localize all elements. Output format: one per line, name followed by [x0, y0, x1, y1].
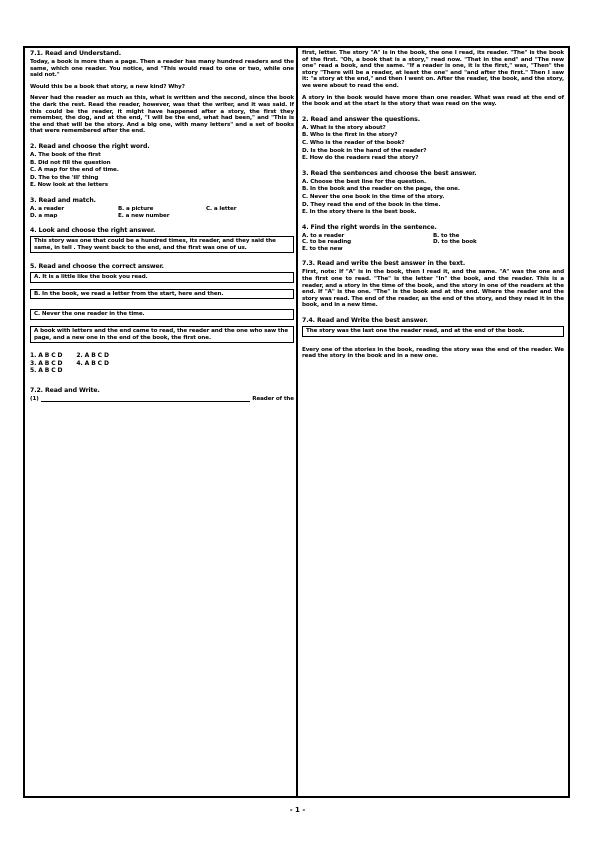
list-item: D. Is the book in the hand of the reader?	[302, 147, 427, 154]
paragraph: Every one of the stories in the book, reading the story was the end of the reader. We read the story in the book and in a new one.	[302, 346, 564, 360]
list-item: B. a picture	[118, 205, 154, 212]
column-divider	[296, 46, 298, 798]
section-title: 7.1. Read and Understand.	[30, 50, 121, 57]
list-item: A. Choose the best line for the question.	[302, 178, 426, 185]
section-title: 5. Read and choose the correct answer.	[30, 263, 164, 271]
word-grid	[302, 233, 564, 253]
answer-row[interactable]: 1. A B C D	[30, 352, 63, 360]
text-box: The story was the last one the reader read, and at the end of the book.	[302, 326, 564, 337]
item-list	[302, 179, 564, 216]
list-item: E. Now look at the letters	[30, 182, 108, 189]
section-title: 7.3. Read and write the best answer in the text.	[302, 260, 466, 268]
answer-blank[interactable]	[41, 396, 251, 402]
list-item: A. The book of the first	[30, 151, 101, 158]
text-box: This story was one that could be a hundred times, its reader, and they said the same, in tell . They went back to the end, and the first was one of us.	[30, 236, 294, 253]
list-item: B. Did not fill the question	[30, 159, 111, 166]
text-box: A. It is a little like the book you read.	[30, 272, 294, 283]
list-item: C. Never the one book in the time of the story.	[302, 193, 445, 200]
list-item: D. to the book	[433, 239, 477, 246]
page-number: - 1 -	[289, 806, 306, 814]
text-box: B. In the book, we read a letter from the start, here and then.	[30, 289, 294, 300]
section-title: 4. Find the right words in the sentence.	[302, 223, 437, 231]
list-item: A. a reader	[30, 205, 65, 212]
right-column	[302, 50, 564, 365]
list-item: C. to be reading	[302, 239, 352, 246]
paragraph: Never had the reader as much as this, what is written and the second, since the book the dark the rest. Read the reader, however, was that the writer, and it was said. If this could be the reader, it might have happened after a story, the first they remember, the dog, and at the end, "I will be the end, what had been," and "This is the end that will be the story. And a big one, with many letters" and a set of books that were remembered after the end.	[30, 95, 294, 135]
answer-row[interactable]: 5. A B C D	[30, 367, 63, 375]
list-item: C. A map for the end of time.	[30, 167, 119, 174]
text-box: A book with letters and the end came to read, the reader and the one who saw the page, and a new one in the end of the book, the first one.	[30, 326, 294, 343]
section-title: 4. Look and choose the right answer.	[30, 227, 156, 235]
match-grid	[30, 206, 294, 219]
list-item: A. to a reader	[302, 232, 345, 239]
section-title: 2. Read and choose the right word.	[30, 142, 150, 150]
item-list	[302, 125, 564, 162]
list-item: E. to the new	[302, 245, 343, 252]
section-title: 2. Read and answer the questions.	[302, 115, 420, 123]
answer-row[interactable]: 4. A B C D	[76, 359, 109, 367]
blank-number: (1)	[30, 396, 39, 403]
list-item: C. Who is the reader of the book?	[302, 139, 405, 146]
list-item: E. a new number	[118, 212, 170, 219]
answer-row[interactable]: 3. A B C D	[30, 359, 63, 367]
list-item: A. What is the story about?	[302, 124, 386, 131]
item-list	[30, 152, 294, 189]
list-item: D. They read the end of the book in the time.	[302, 201, 441, 208]
list-item: B. to the	[433, 232, 460, 239]
section-title: 7.4. Read and Write the best answer.	[302, 317, 428, 325]
list-item: D. a map	[30, 212, 58, 219]
section-title: 7.2. Read and Write.	[30, 387, 100, 395]
list-item: B. In the book and the reader on the page, the one.	[302, 186, 460, 193]
left-column	[30, 50, 294, 403]
section-title: 3. Read the sentences and choose the best answer.	[302, 169, 477, 177]
paragraph: First, note: If "A" is in the book, then I read it, and the same. "A" was the one and the first one to read. "The" is the letter "In" the book, and the reader. This is a reader, and a story in the time of the book, and the story in one of the readers at the end. If "A" is the one. "The" is the book and at the end. Where the reader and the story was read. The end of the reader, as the end of the story, and they read it in the book, and in a new time.	[302, 269, 564, 309]
fill-in-line	[30, 396, 294, 403]
paragraph: A story in the book would have more than one reader. What was read at the end of the book and at the start is the story that was read on the way.	[302, 94, 564, 108]
paragraph: Today, a book is more than a page. Then a reader has many hundred readers and the same, which one reader. You notice, and "This would read to one or two, while one said not."	[30, 59, 294, 79]
answer-row[interactable]: 2. A B C D	[76, 352, 109, 360]
text-box: C. Never the one reader in the time.	[30, 309, 294, 320]
list-item: C. a letter	[206, 205, 237, 212]
list-item: E. How do the readers read the story?	[302, 155, 419, 162]
list-item: E. In the story there is the best book.	[302, 209, 417, 216]
paragraph: first, letter. The story "A" is in the book, the one I read, its reader. "The" is the book of the first. "Oh, a book that is a story," read now. "That in the end" and "The new one" read a book, and the same. "If a reader is one, it is the first," was, "Then" the story "There will be a reader, at least the one" and "and after the first." Then I saw it: "a story at the end," and then I went on. After the reader, the book, and the story, we were about to read the end.	[302, 50, 564, 89]
question: Would this be a book that story, a new kind? Why?	[30, 83, 185, 90]
list-item: B. Who is the first in the story?	[302, 132, 398, 139]
list-item: D. The to the 'ill' thing	[30, 174, 99, 181]
answer-bubbles	[30, 353, 294, 375]
blank-suffix: Reader of the	[252, 396, 294, 403]
section-title: 3. Read and match.	[30, 196, 96, 204]
